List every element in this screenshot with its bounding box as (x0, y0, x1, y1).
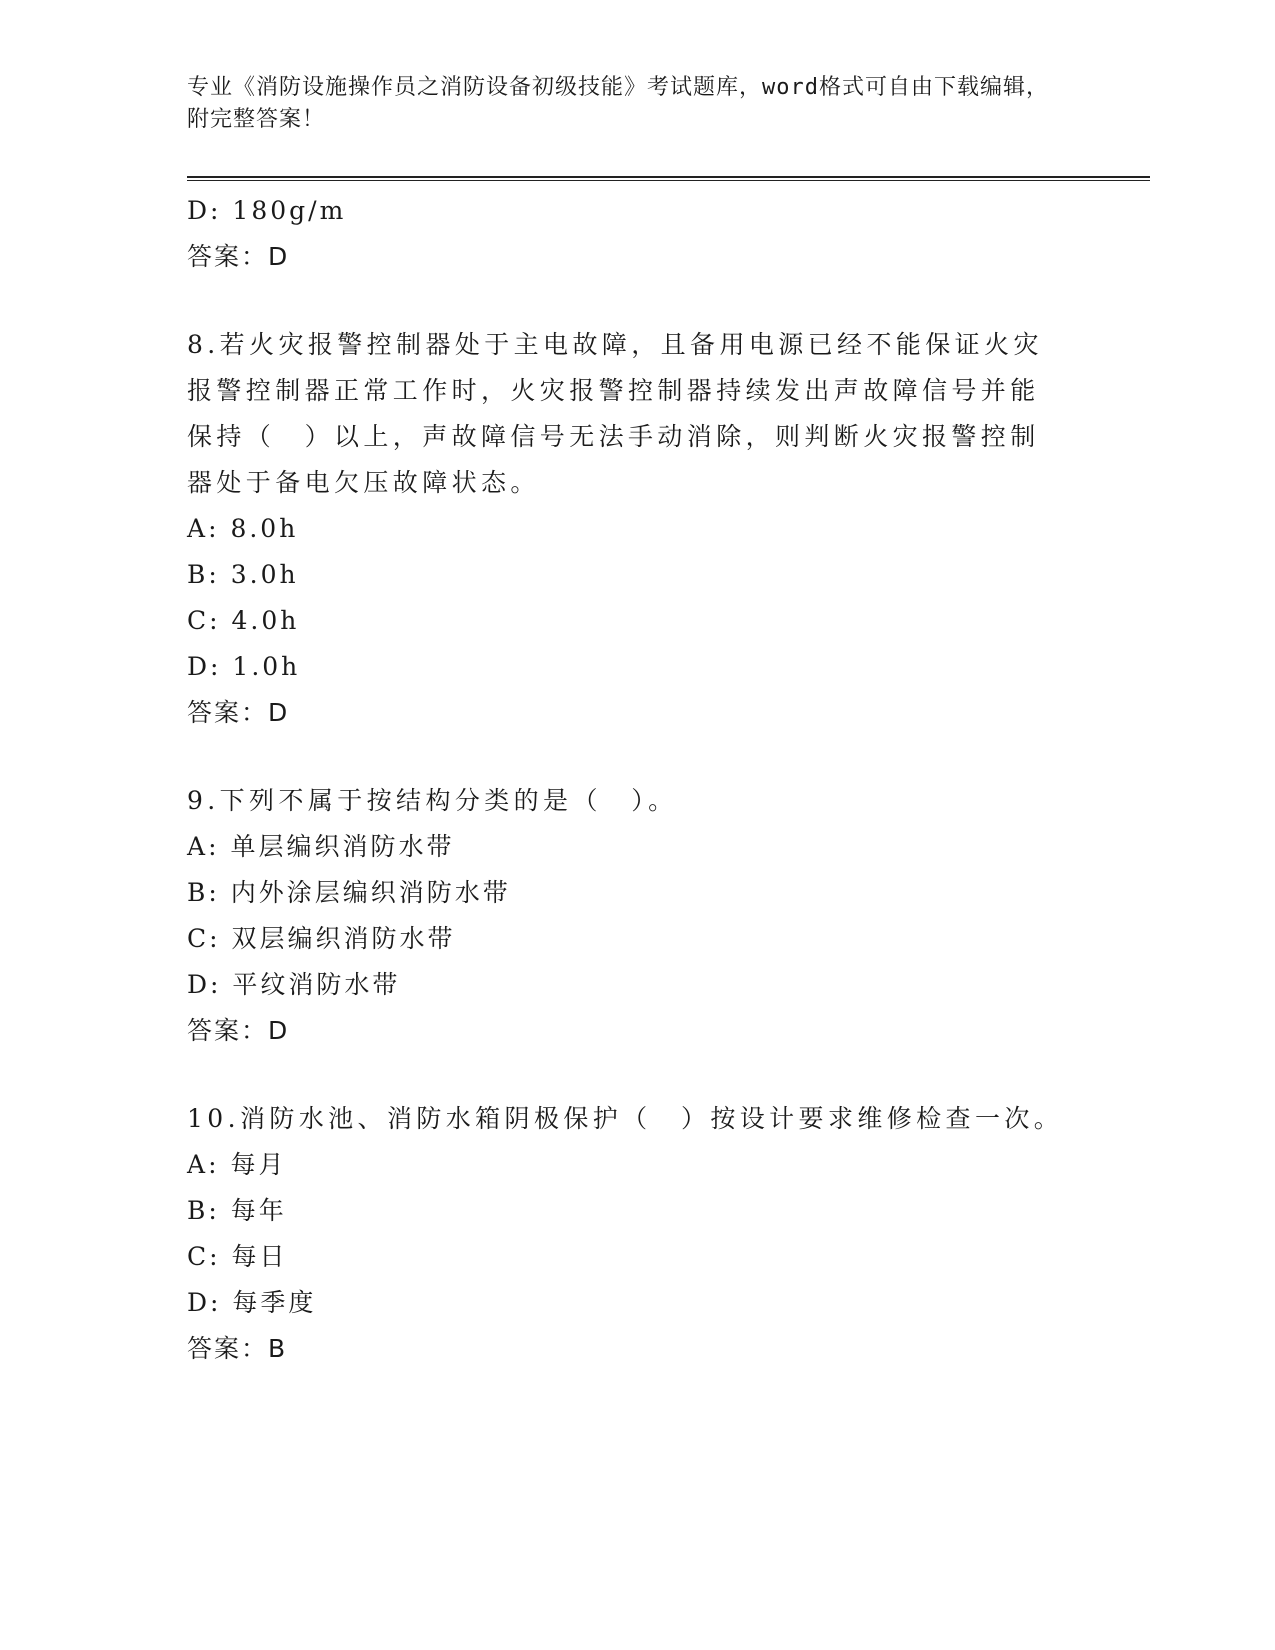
option-b: B: 每年 (187, 1196, 287, 1225)
option-c: C: 4.0h (187, 606, 300, 635)
option-b: B: 内外涂层编织消防水带 (187, 878, 511, 907)
option-a: A: 每月 (187, 1150, 287, 1179)
option-a: A: 单层编织消防水带 (187, 832, 455, 861)
option-d: D: 1.0h (187, 652, 301, 681)
option-b: B: 3.0h (187, 560, 299, 589)
answer-line: 答案：B (187, 1334, 288, 1363)
option-a: A: 8.0h (187, 514, 299, 543)
question-list (187, 188, 1087, 1372)
page-header: 专业《消防设施操作员之消防设备初级技能》考试题库，word格式可自由下载编辑，附完整答案！ (187, 75, 1049, 132)
option-d: D: 每季度 (187, 1288, 317, 1317)
option-d: D: 平纹消防水带 (187, 970, 401, 999)
answer-line: 答案：D (187, 1016, 290, 1045)
option-c: C: 每日 (187, 1242, 288, 1271)
question-text: 9.下列不属于按结构分类的是（ ）。 (187, 786, 678, 815)
option-c: C: 双层编织消防水带 (187, 924, 456, 953)
option-d: D: 180g/m (187, 196, 347, 225)
question-text: 10.消防水池、消防水箱阴极保护（ ）按设计要求维修检查一次。 (187, 1104, 1064, 1133)
answer-line: 答案：D (187, 698, 290, 727)
header-divider-thin (187, 180, 1150, 181)
answer-line: 答案：D (187, 242, 290, 271)
question-text: 8.若火灾报警控制器处于主电故障，且备用电源已经不能保证火灾报警控制器正常工作时，火灾报警控制器持续发出声故障信号并能保持（ ）以上，声故障信号无法手动消除，则判断火灾报警控制器处于备电欠压故障状态。 (187, 330, 1043, 497)
header-divider-thick (187, 176, 1150, 178)
